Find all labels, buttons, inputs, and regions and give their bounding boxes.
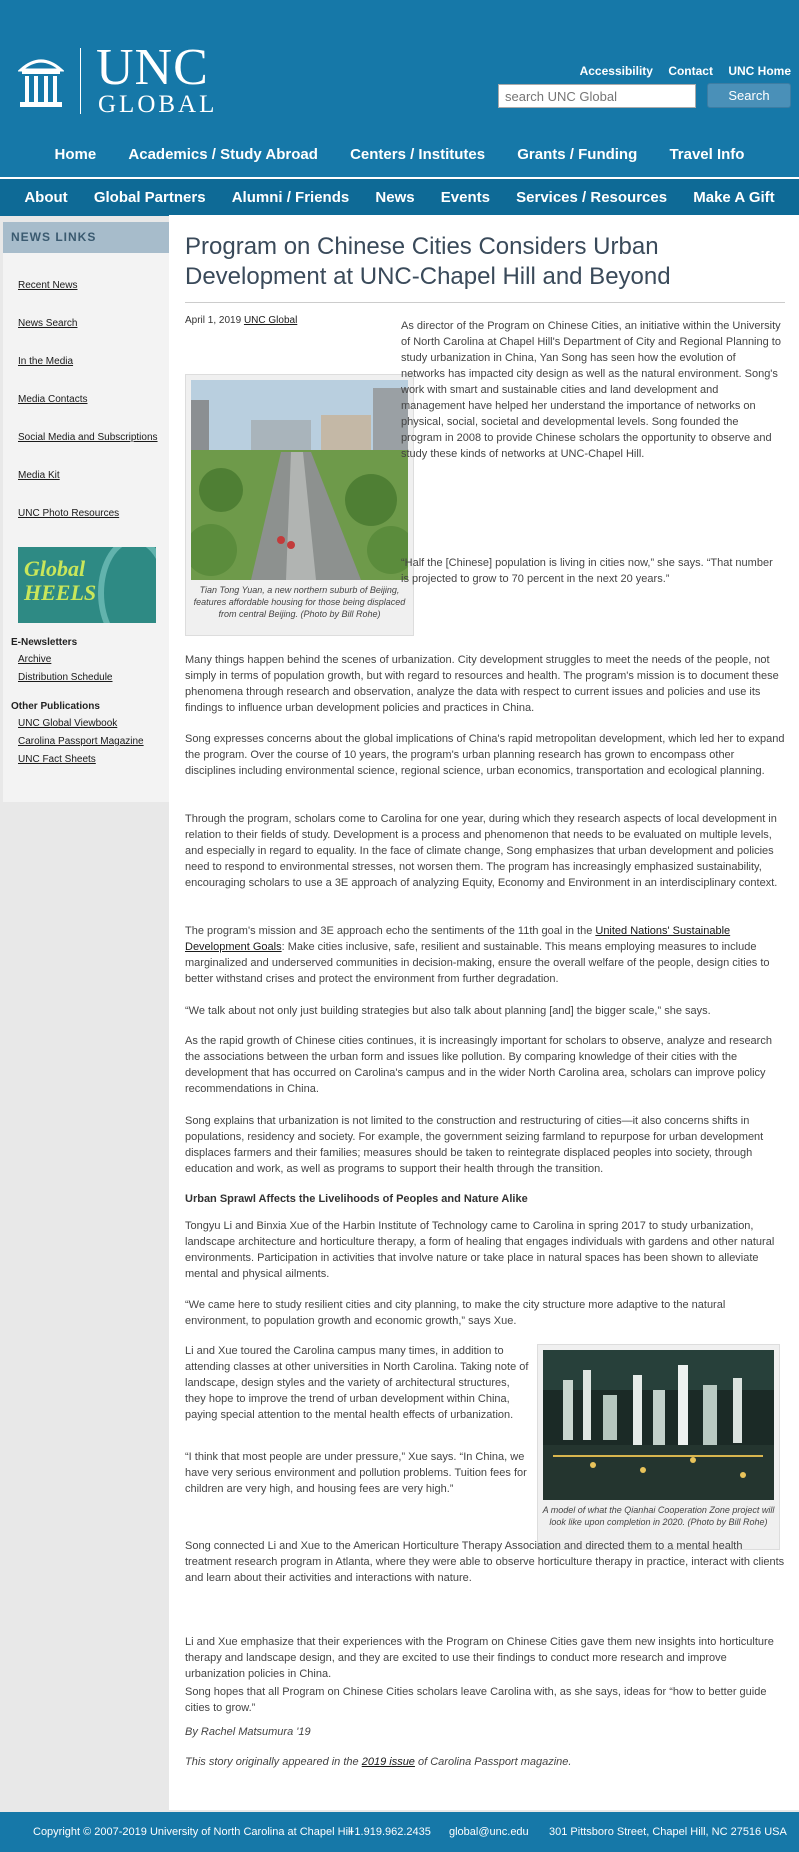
origin-note-start: This story originally appeared in the (185, 1756, 362, 1768)
sidebar-link-viewbook[interactable]: UNC Global Viewbook (18, 718, 118, 729)
paragraph-6-start: The program's mission and 3E approach echo the sentiments of the 11th goal in the (185, 925, 596, 937)
nav-about[interactable]: About (24, 189, 68, 206)
paragraph-16: Song hopes that all Program on Chinese Cities scholars leave Carolina with, as she says, ideas for “how to better guide cities to grow.” (185, 1686, 767, 1714)
byline: By Rachel Matsumura '19 (185, 1726, 311, 1738)
global-heels-promo[interactable] (18, 547, 156, 623)
origin-note-end: of Carolina Passport magazine. (414, 1756, 572, 1768)
figure1-caption: Tian Tong Yuan, a new northern suburb of Beijing, features affordable housing for those being displaced from central Beijing. (Photo by Bill Rohe) (193, 585, 406, 619)
nav-news[interactable]: News (375, 189, 415, 206)
nav-global-partners[interactable]: Global Partners (93, 189, 206, 206)
figure2-caption: A model of what the Qianhai Cooperation Zone project will look like upon completion in 2020. (Photo by Bill Rohe) (542, 1505, 775, 1527)
footer-email[interactable]: global@unc.edu (449, 1826, 529, 1838)
sidebar-link-recent-news[interactable]: Recent News (18, 280, 78, 291)
paragraph-2: “Half the [Chinese] population is living in cities now,” she says. “That number is projected to grow to 70 percent in the next 20 years.” (401, 557, 773, 585)
paragraph-15: Li and Xue emphasize that their experiences with the Program on Chinese Cities gave them new insights into horticulture therapy and landscape design, and they are excited to use their findings to conduct more research and improve urbanization policies in China. (185, 1636, 774, 1680)
origin-note (185, 1754, 785, 1770)
paragraph-1: As director of the Program on Chinese Cities, an initiative within the University of North Carolina at Chapel Hill's Department of City and Regional Planning to study urbanization in China, Yan Song has seen how the evolution of networks has impacted city design as well as the natural environment. Song's work with smart and sustainable cities and land development and management have helped her understand the importance of networks on physical, social, societal and developmental levels. Song founded the program in 2008 to provide Chinese scholars the opportunity to observe and study these kinds of networks at UNC-Chapel Hill. (401, 320, 781, 460)
unc-global-logo[interactable] (18, 39, 228, 118)
article-date: April 1, 2019 (185, 315, 242, 326)
primary-nav (0, 146, 799, 163)
nav-services[interactable]: Services / Resources (516, 189, 668, 206)
promo-line2: HEELS (24, 580, 97, 605)
nav-grants[interactable]: Grants / Funding (517, 146, 638, 163)
promo-line1: Global (24, 556, 86, 581)
sidebar-link-distribution-schedule[interactable]: Distribution Schedule (18, 672, 113, 683)
paragraph-9: Song explains that urbanization is not limited to the construction and restructuring of cities—it also concerns shifts in populations, residency and society. For example, the government seizing farmland to repurpose for urban development displaces farmers and their families; measures should be taken to reintegrate displaced peoples into society, through education and work, as well as programs to support their health through the transition. (185, 1115, 764, 1175)
contact-link[interactable]: Contact (668, 64, 713, 78)
unc-home-link[interactable]: UNC Home (728, 64, 791, 78)
un-sdg-link[interactable]: United Nations' Sustainable Development Goals (185, 925, 731, 953)
paragraph-13: “I think that most people are under pressure,” Xue says. “In China, we have very serious environment and pollution problems. Tuition fees for children are very high, and housing fees are very high.” (185, 1451, 527, 1495)
paragraph-10: Tongyu Li and Binxia Xue of the Harbin Institute of Technology came to Carolina in spring 2017 to study urbanization, landscape architecture and horticulture therapy, a form of healing that engages individuals with gardens and other natural environments. Participation in activities that involve nature or take place in natural spaces has been shown to alleviate mental and physical ailments. (185, 1220, 775, 1280)
logo-unc-text: UNC (96, 39, 209, 96)
sidebar-link-photo-resources[interactable]: UNC Photo Resources (18, 508, 120, 519)
paragraph-7: “We talk about not only just building strategies but also talk about planning [and] the bigger scale,” she says. (185, 1005, 711, 1017)
beijing-suburb-photo (191, 380, 408, 580)
nav-academics[interactable]: Academics / Study Abroad (128, 146, 318, 163)
promo-decoration (98, 547, 156, 623)
secondary-nav (0, 177, 799, 216)
nav-travel[interactable]: Travel Info (669, 146, 745, 163)
nav-events[interactable]: Events (440, 189, 490, 206)
other-publications-heading: Other Publications (11, 701, 100, 712)
nav-alumni[interactable]: Alumni / Friends (231, 189, 350, 206)
paragraph-11: “We came here to study resilient cities and city planning, to make the city structure more adaptive to the natural environment, to population growth and economic growth,” says Xue. (185, 1299, 726, 1327)
sidebar (3, 222, 169, 802)
paragraph-12: Li and Xue toured the Carolina campus many times, in addition to attending classes at other universities in North Carolina. Taking note of landscape, design styles and the variety of architectural structures, they hope to improve the trend of urban development within China, paying special attention to the mental health effects of urbanization. (185, 1345, 529, 1421)
sidebar-link-fact-sheets[interactable]: UNC Fact Sheets (18, 754, 96, 765)
title-divider (185, 302, 785, 303)
footer-copyright: Copyright © 2007-2019 University of North Carolina at Chapel Hill (33, 1826, 353, 1838)
dateline (185, 315, 297, 326)
author-link[interactable]: UNC Global (243, 315, 298, 326)
footer-phone[interactable]: +1.919.962.2435 (348, 1826, 431, 1838)
nav-make-a-gift[interactable]: Make A Gift (693, 189, 775, 206)
logo-global-text: GLOBAL (98, 91, 218, 118)
paragraph-4: Song expresses concerns about the global implications of China's rapid metropolitan development, which led her to expand the program. Over the course of 10 years, the program's urban planning research has grown to encompass other disciplines including environmental science, regional science, urban economics, transportation and ecological planning. (185, 733, 785, 777)
search-button[interactable]: Search (707, 83, 791, 108)
sidebar-link-social-media[interactable]: Social Media and Subscriptions (18, 432, 158, 443)
paragraph-6-end: : Make cities inclusive, safe, resilient and sustainable. This means employing measures to include marginalized and underserved communities in decision-making, ensure the overall welfare of the people, design cities to better withstand crises and protect the environment from further degradation. (185, 941, 770, 985)
sidebar-link-news-search[interactable]: News Search (18, 318, 78, 329)
paragraph-3: Many things happen behind the scenes of urbanization. City development struggles to meet the needs of the people, not simply in terms of population growth, but with regard to resources and health. The program's mission is to document these phenomena through research and observation, analyze the data with respect to current issues and policies and use its findings to influence urban development policies and practices in China. (185, 654, 779, 714)
accessibility-link[interactable]: Accessibility (579, 64, 653, 78)
paragraph-14: Song connected Li and Xue to the American Horticulture Therapy Association and directed them to a mental health treatment research program in Atlanta, where they were able to observe horticulture therapy in practice, interact with clients and learn about their activities and interactions with nature. (185, 1540, 785, 1584)
sidebar-link-media-kit[interactable]: Media Kit (18, 470, 60, 481)
figure-qianhai-model (537, 1344, 780, 1550)
sidebar-link-archive[interactable]: Archive (18, 654, 52, 665)
sidebar-link-media-contacts[interactable]: Media Contacts (18, 394, 88, 405)
sidebar-link-passport-magazine[interactable]: Carolina Passport Magazine (18, 736, 144, 747)
logo-divider (80, 48, 81, 114)
paragraph-8: As the rapid growth of Chinese cities continues, it is increasingly important for scholars to observe, analyze and research the associations between the urban form and issues like pollution. By comparing knowledge of their cities with the development that has occurred on Carolina's campus and in the wider North Carolina area, scholars can improve policy recommendations in China. (185, 1035, 772, 1095)
utility-links (568, 64, 791, 78)
paragraph-5: Through the program, scholars come to Carolina for one year, during which they research aspects of local development in relation to their fields of study. Development is a process and phenomenon that needs to be evaluated on multiple levels, and especially in regard to equality. In the face of climate change, Song emphasizes that urban development and policies need to respond to environmental stresses, not worsen them. The program has increasingly emphasized sustainability, encouraging scholars to use a 3E approach of analyzing Equity, Economy and Environment in an interdisciplinary context. (185, 813, 778, 889)
qianhai-model-photo (543, 1350, 774, 1500)
sidebar-link-in-the-media[interactable]: In the Media (18, 356, 74, 367)
old-well-icon (18, 52, 64, 110)
main-content (169, 215, 799, 1810)
enewsletters-heading: E-Newsletters (11, 637, 78, 648)
sidebar-title: NEWS LINKS (3, 222, 169, 253)
search-input[interactable] (498, 84, 696, 108)
footer-address: 301 Pittsboro Street, Chapel Hill, NC 27516 USA (549, 1826, 787, 1838)
section-subheading: Urban Sprawl Affects the Livelihoods of Peoples and Nature Alike (185, 1193, 528, 1205)
page-title: Program on Chinese Cities Considers Urban Development at UNC-Chapel Hill and Beyond (185, 233, 671, 290)
site-header (0, 0, 799, 215)
site-footer (0, 1812, 799, 1852)
issue-link[interactable]: 2019 issue (361, 1756, 415, 1768)
nav-centers[interactable]: Centers / Institutes (350, 146, 486, 163)
figure-beijing-suburb (185, 374, 414, 636)
paragraph-6 (185, 923, 785, 987)
nav-home[interactable]: Home (54, 146, 97, 163)
